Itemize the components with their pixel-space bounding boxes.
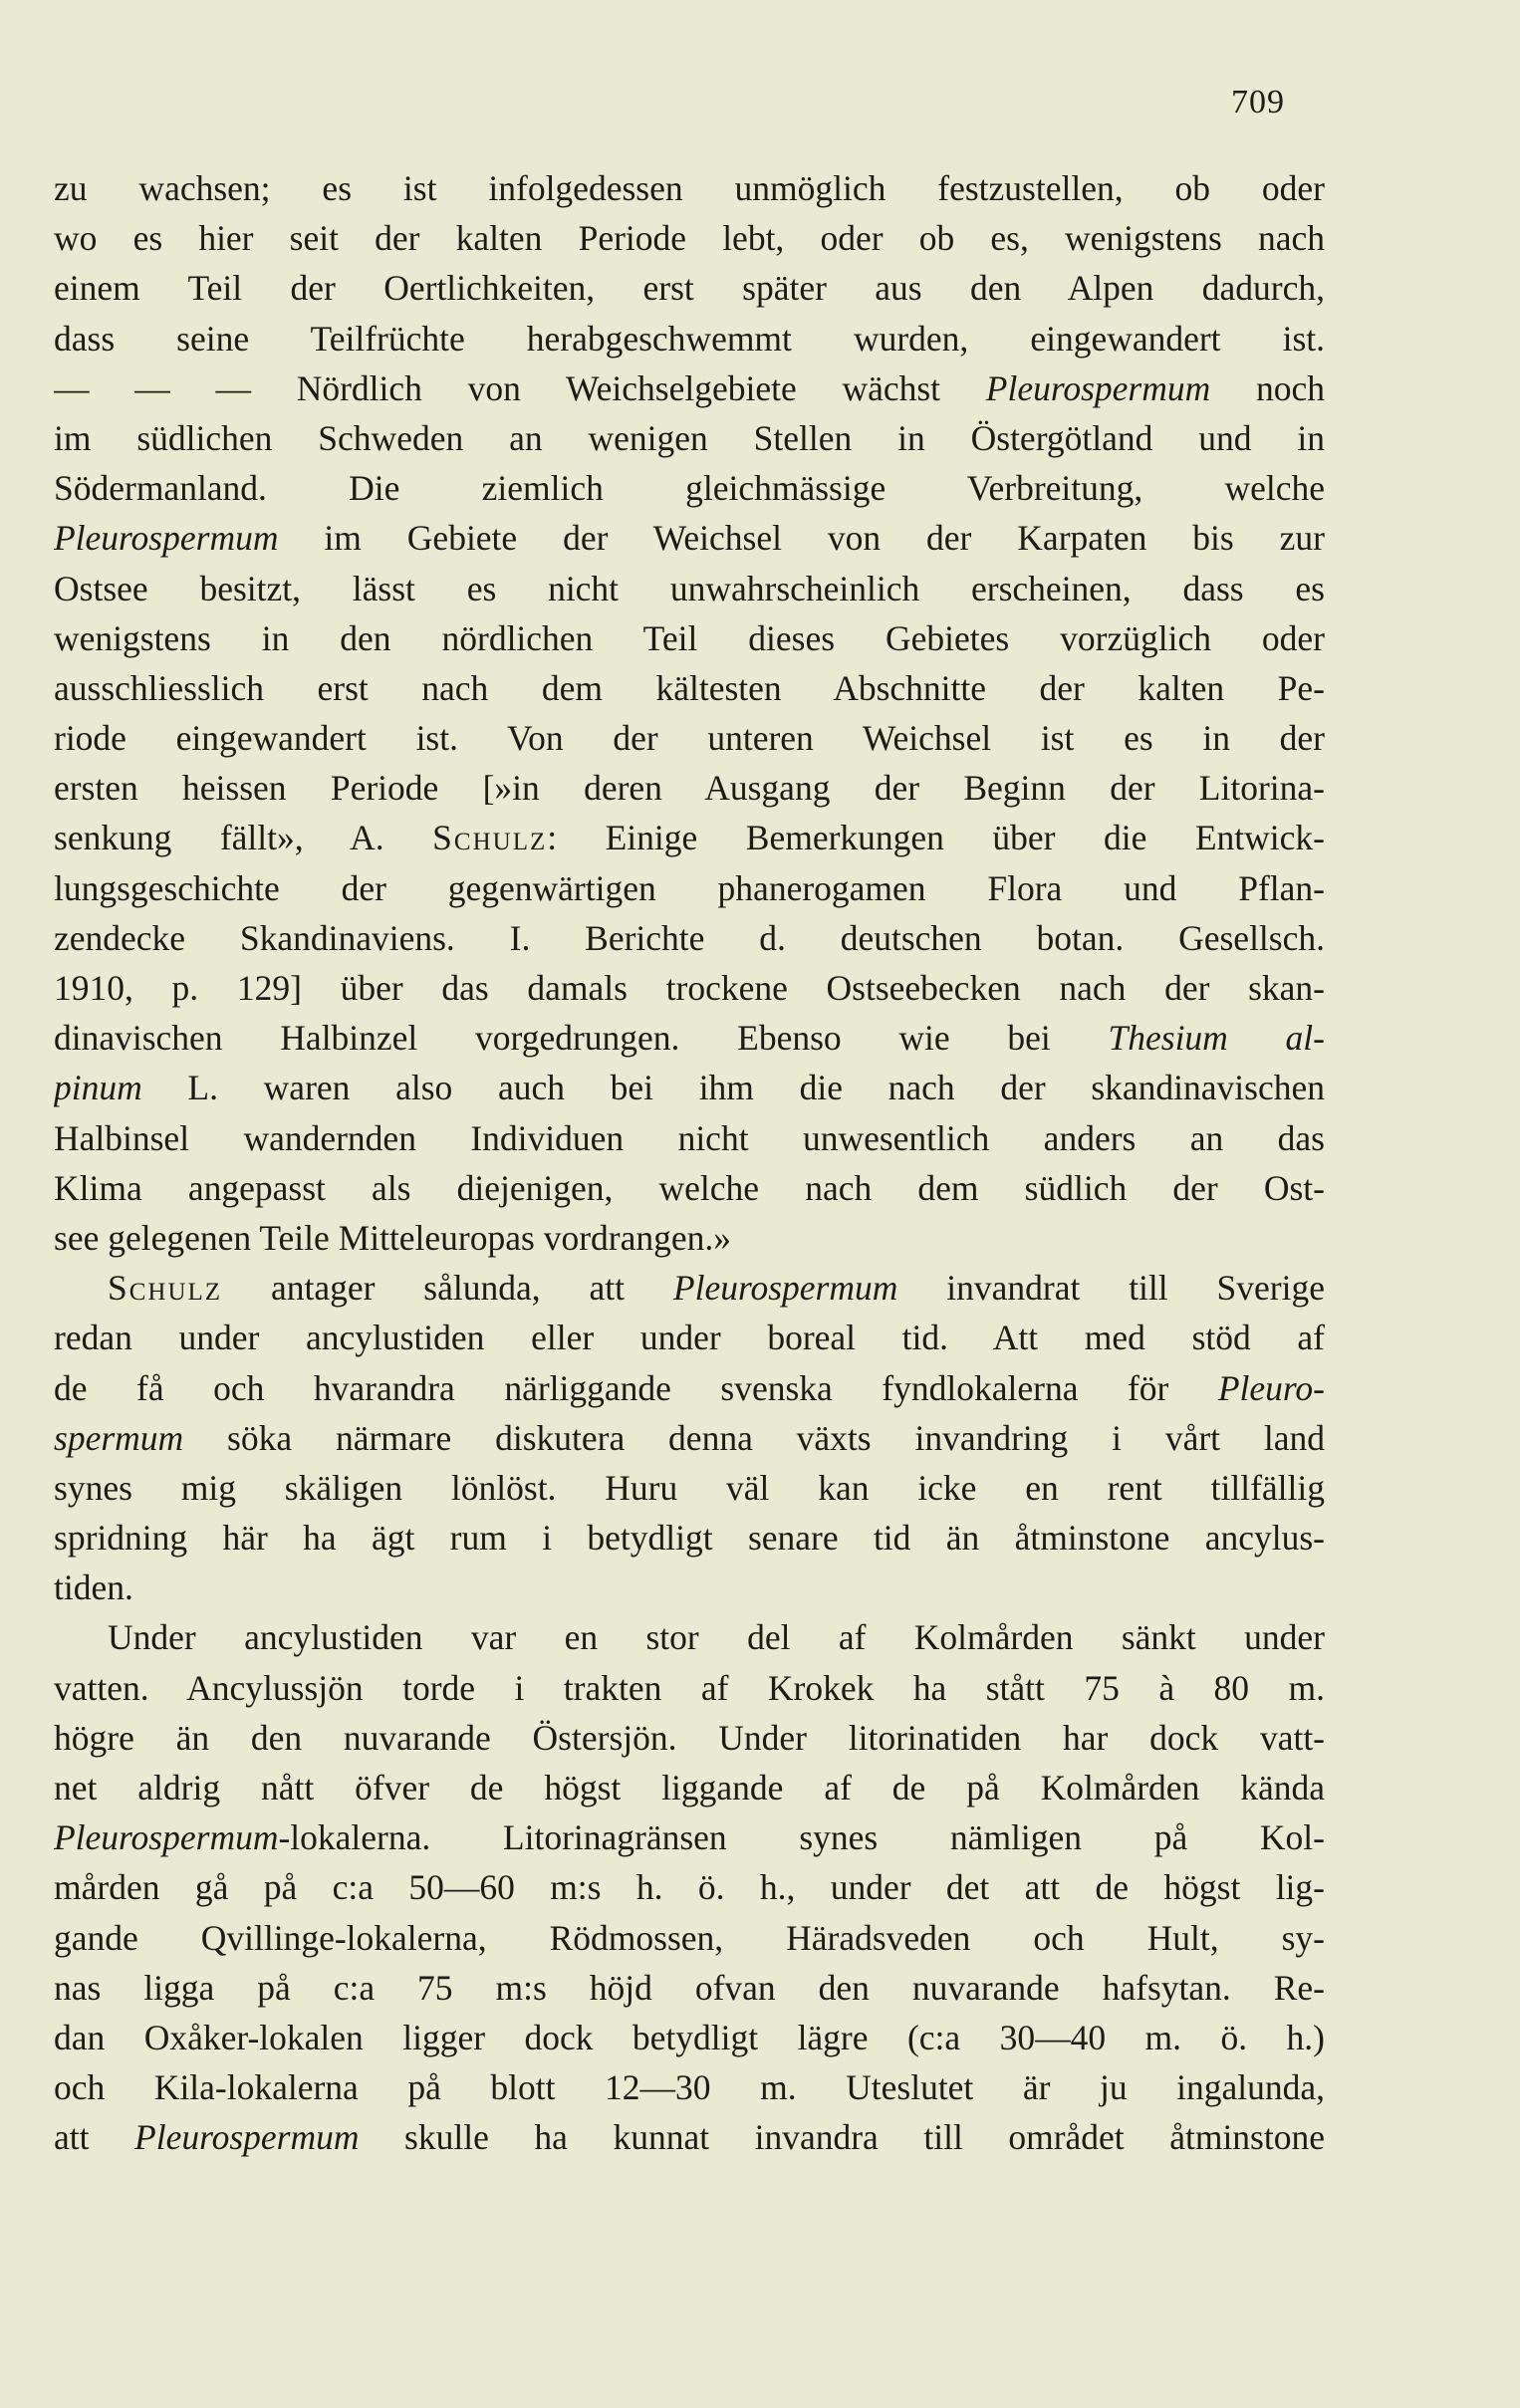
text-line <box>54 1713 1325 1763</box>
text-segment: net aldrig nått öfver de högst liggande af de på Kolmården kända <box>54 1768 1325 1807</box>
text-segment: noch <box>1210 367 1325 408</box>
text-line <box>54 1363 1325 1413</box>
text-segment: de få och hvarandra närliggande svenska fyndlokalerna för <box>54 1367 1218 1408</box>
text-segment: högre än den nuvarande Östersjön. Under litorinatiden har dock vatt- <box>54 1717 1325 1758</box>
text-segment: att <box>54 2117 135 2158</box>
text-segment: senkung fällt», A. <box>54 818 433 858</box>
text-segment: invandrat till Sverige <box>897 1268 1325 1309</box>
text-segment: Klima angepasst als diejenigen, welche nach dem südlich der Ost- <box>54 1167 1325 1208</box>
text-line <box>54 1463 1325 1513</box>
text-segment: — — — Nördlich von Weichselgebiete wächst <box>54 367 986 408</box>
italic-term: pinum <box>54 1068 142 1108</box>
text-segment: vatten. Ancylussjön torde i trakten af Krokek ha stått 75 à 80 m. <box>54 1667 1325 1708</box>
text-segment: nas ligga på c:a 75 m:s höjd ofvan den nuvarande hafsytan. Re- <box>54 1967 1325 2008</box>
text-line <box>54 1063 1325 1112</box>
text-segment: wo es hier seit der kalten Periode lebt, oder ob es, wenigstens nach <box>54 218 1325 259</box>
text-line <box>54 663 1325 713</box>
text-line <box>54 1612 1325 1662</box>
text-segment: wenigstens in den nördlichen Teil dieses Gebietes vorzüglich oder <box>54 617 1325 658</box>
text-segment: lungsgeschichte der gegenwärtigen phanerogamen Flora und Pflan- <box>54 867 1325 908</box>
italic-term: Pleuro- <box>1217 1367 1325 1408</box>
text-segment: : Einige Bemerkungen über die Entwick- <box>547 818 1325 858</box>
text-line <box>54 713 1325 763</box>
text-line <box>54 1862 1325 1912</box>
text-line <box>54 1313 1325 1362</box>
author-name: Schulz <box>432 818 548 858</box>
text-segment: Halbinsel wandernden Individuen nicht unwesentlich anders an das <box>54 1117 1325 1158</box>
italic-term: Pleurospermum <box>672 1268 898 1309</box>
text-segment: 1910, p. 129] über das damals trockene Ostseebecken nach der skan- <box>54 968 1325 1008</box>
text-line <box>54 1763 1325 1812</box>
text-segment: ersten heissen Periode [»in deren Ausgang der Beginn der Litorina- <box>54 768 1325 809</box>
body-text <box>54 163 1325 2163</box>
italic-term: Pleurospermum <box>54 1817 279 1858</box>
text-line <box>54 163 1325 213</box>
text-segment: mården gå på c:a 50—60 m:s h. ö. h., under det att de högst lig- <box>54 1867 1325 1908</box>
text-line <box>54 613 1325 663</box>
italic-term: Pleurospermum <box>134 2117 360 2158</box>
text-segment: riode eingewandert ist. Von der unteren Weichsel ist es in der <box>54 718 1325 759</box>
italic-term: Pleurospermum <box>985 367 1211 408</box>
text-segment: im Gebiete der Weichsel von der Karpaten bis zur <box>278 518 1325 559</box>
text-segment: gande Qvillinge-lokalerna, Rödmossen, Häradsveden och Hult, sy- <box>54 1917 1325 1958</box>
italic-term: spermum <box>54 1417 184 1458</box>
text-line <box>54 314 1325 363</box>
text-line <box>54 1113 1325 1163</box>
text-segment: och Kila-lokalerna på blott 12—30 m. Uteslutet är ju ingalunda, <box>54 2067 1325 2108</box>
text-line <box>54 1163 1325 1213</box>
text-segment: see gelegenen Teile Mitteleuropas vordrangen.» <box>54 1217 731 1258</box>
text-line <box>54 2013 1325 2062</box>
italic-term: Pleurospermum <box>54 518 279 559</box>
text-segment: ausschliesslich erst nach dem kältesten Abschnitte der kalten Pe- <box>54 667 1325 708</box>
text-line <box>54 1963 1325 2013</box>
text-line <box>54 1013 1325 1063</box>
text-segment: dan Oxåker-lokalen ligger dock betydligt lägre (c:a 30—40 m. ö. h.) <box>54 2017 1325 2057</box>
text-line <box>54 963 1325 1013</box>
text-line <box>54 513 1325 563</box>
text-line <box>54 1413 1325 1463</box>
text-line <box>54 213 1325 263</box>
text-segment: söka närmare diskutera denna växts invandring i vårt land <box>183 1417 1325 1458</box>
text-line <box>54 1913 1325 1963</box>
author-name: Schulz <box>108 1268 223 1309</box>
text-line <box>54 263 1325 313</box>
text-segment: synes mig skäligen lönlöst. Huru väl kan icke en rent tillfällig <box>54 1467 1325 1508</box>
text-segment: dass seine Teilfrüchte herabgeschwemmt wurden, eingewandert ist. <box>54 318 1325 359</box>
text-segment: Södermanland. Die ziemlich gleichmässige Verbreitung, welche <box>54 468 1325 509</box>
text-line <box>54 763 1325 813</box>
text-line <box>54 813 1325 862</box>
text-segment: zendecke Skandinaviens. I. Berichte d. deutschen botan. Gesellsch. <box>54 917 1325 958</box>
text-line <box>54 2062 1325 2112</box>
text-segment: redan under ancylustiden eller under boreal tid. Att med stöd af <box>54 1318 1325 1358</box>
text-line <box>54 2112 1325 2162</box>
text-segment: tiden. <box>54 1567 133 1608</box>
text-segment: spridning här ha ägt rum i betydligt senare tid än åtminstone ancylus- <box>54 1518 1325 1559</box>
text-line <box>54 463 1325 513</box>
text-segment: -lokalerna. Litorinagränsen synes nämligen på Kol- <box>278 1817 1325 1858</box>
text-segment: Ostsee besitzt, lässt es nicht unwahrscheinlich erscheinen, dass es <box>54 568 1325 608</box>
text-segment: dinavischen Halbinzel vorgedrungen. Ebenso wie bei <box>54 1018 1109 1059</box>
text-line <box>54 1263 1325 1313</box>
text-segment: einem Teil der Oertlichkeiten, erst später aus den Alpen dadurch, <box>54 268 1325 309</box>
text-line <box>54 1213 1325 1263</box>
text-segment: im südlichen Schweden an wenigen Stellen in Östergötland und in <box>54 417 1325 458</box>
text-segment: zu wachsen; es ist infolgedessen unmöglich festzustellen, ob oder <box>54 168 1325 208</box>
text-line <box>54 1663 1325 1713</box>
text-line <box>54 1812 1325 1862</box>
text-line <box>54 363 1325 413</box>
page-number: 709 <box>1231 84 1285 120</box>
text-line <box>54 913 1325 963</box>
text-segment: Under ancylustiden var en stor del af Kolmården sänkt under <box>108 1617 1325 1658</box>
italic-term: Thesium al- <box>1108 1018 1325 1059</box>
text-line <box>54 863 1325 913</box>
text-segment: skulle ha kunnat invandra till området åtminstone <box>359 2117 1325 2158</box>
text-line <box>54 564 1325 613</box>
text-segment: antager sålunda, att <box>222 1268 673 1309</box>
text-segment: L. waren also auch bei ihm die nach der skandinavischen <box>141 1068 1325 1108</box>
text-line <box>54 1563 1325 1612</box>
text-line <box>54 1513 1325 1563</box>
text-line <box>54 413 1325 463</box>
